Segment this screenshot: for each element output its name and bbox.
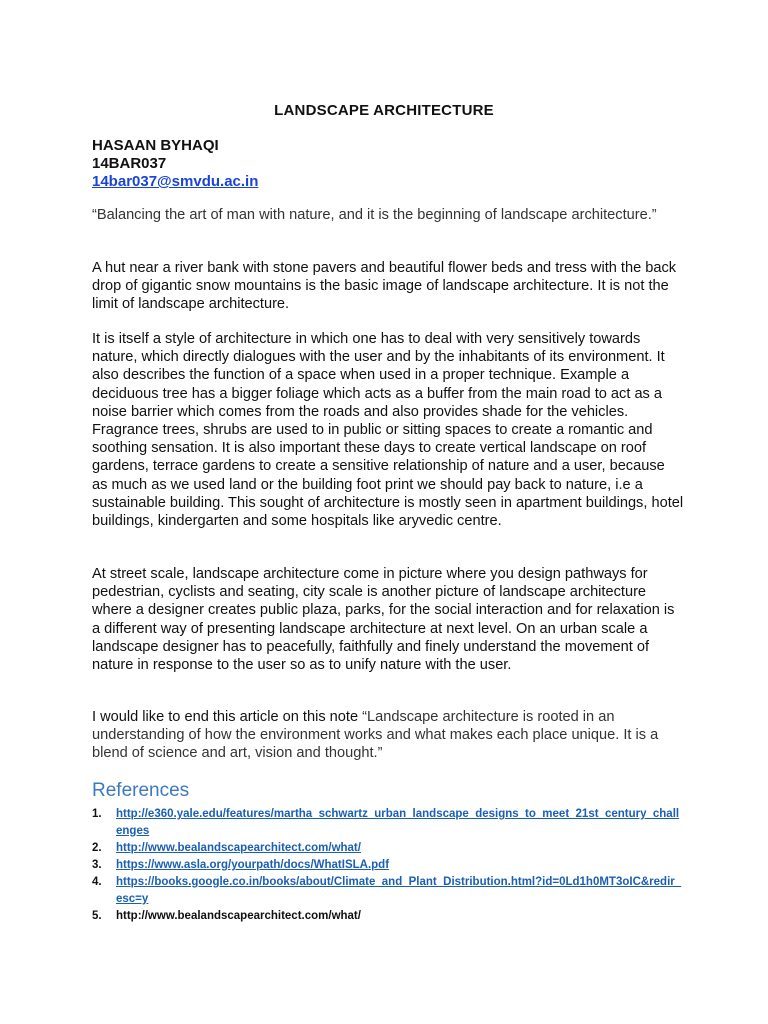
reference-item	[92, 806, 684, 840]
paragraph-2: It is itself a style of architecture in which one has to deal with very sensitively towards nature, which directly dialogues with the user and by the inhabitants of its environment. It also describes the function of a space when used in a proper technique. Example a deciduous tree has a bigger foliage which acts as a buffer from the main road to act as a noise barrier which comes from the roads and also provides shade for the vehicles. Fragrance trees, shrubs are used to in public or sitting spaces to create a romantic and soothing sensation. It is also important these days to create vertical landscape on roof gardens, terrace gardens to create a sensitive relationship of nature and a user, because as much as we used land or the building foot print we should pay back to nature, i.e a sustainable building. This sought of architecture is mostly seen in apartment buildings, hotel buildings, kindergarten and some hospitals like aryvedic centre.	[92, 331, 684, 530]
author-block	[92, 137, 258, 191]
reference-number: 2.	[92, 842, 102, 854]
author-name: HASAAN BYHAQI	[92, 137, 219, 154]
paragraph-1: A hut near a river bank with stone pavers and beautiful flower beds and tress with the back drop of gigantic snow mountains is the basic image of landscape architecture. It is not the limit of landscape architecture.	[92, 260, 677, 313]
reference-number: 1.	[92, 808, 102, 820]
reference-item	[92, 874, 684, 908]
reference-number: 3.	[92, 859, 102, 871]
reference-item	[92, 857, 684, 874]
closing-lead: I would like to end this article on this note	[92, 709, 363, 725]
closing-paragraph	[92, 708, 684, 763]
reference-number: 5.	[92, 910, 102, 922]
document-title: LANDSCAPE ARCHITECTURE	[274, 102, 494, 119]
opening-quote: “Balancing the art of man with nature, and it is the beginning of landscape architecture.”	[92, 207, 657, 223]
closing-quote: “Landscape architecture is rooted in an understanding of how the environment works and what makes each place unique. It is a blend of science and art, vision and thought.”	[92, 709, 659, 762]
paragraph-3: At street scale, landscape architecture come in picture where you design pathways for pedestrian, cyclists and seating, city scale is another picture of landscape architecture where a designer creates public plaza, parks, for the social interaction and for relaxation is a different way of presenting landscape architecture at next level. On an urban scale a landscape designer has to peacefully, faithfully and finely understand the movement of nature in response to the user so as to unify nature with the user.	[92, 566, 675, 674]
reference-text: http://www.bealandscapearchitect.com/what/	[116, 910, 361, 922]
author-email-link[interactable]: 14bar037@smvdu.ac.in	[92, 173, 259, 190]
reference-link[interactable]: https://books.google.co.in/books/about/Climate_and_Plant_Distribution.html?id=0Ld1h0MT3oIC&redir_esc=y	[116, 876, 682, 905]
author-id: 14BAR037	[92, 155, 167, 172]
reference-link[interactable]: http://e360.yale.edu/features/martha_schwartz_urban_landscape_designs_to_meet_21st_century_challenges	[116, 808, 680, 837]
references-heading: References	[92, 780, 190, 801]
reference-item	[92, 840, 684, 857]
reference-number: 4.	[92, 876, 102, 888]
references-list	[92, 806, 684, 925]
reference-item	[92, 908, 684, 925]
reference-link[interactable]: https://www.asla.org/yourpath/docs/WhatISLA.pdf	[116, 859, 390, 871]
reference-link[interactable]: http://www.bealandscapearchitect.com/what/	[116, 842, 361, 854]
